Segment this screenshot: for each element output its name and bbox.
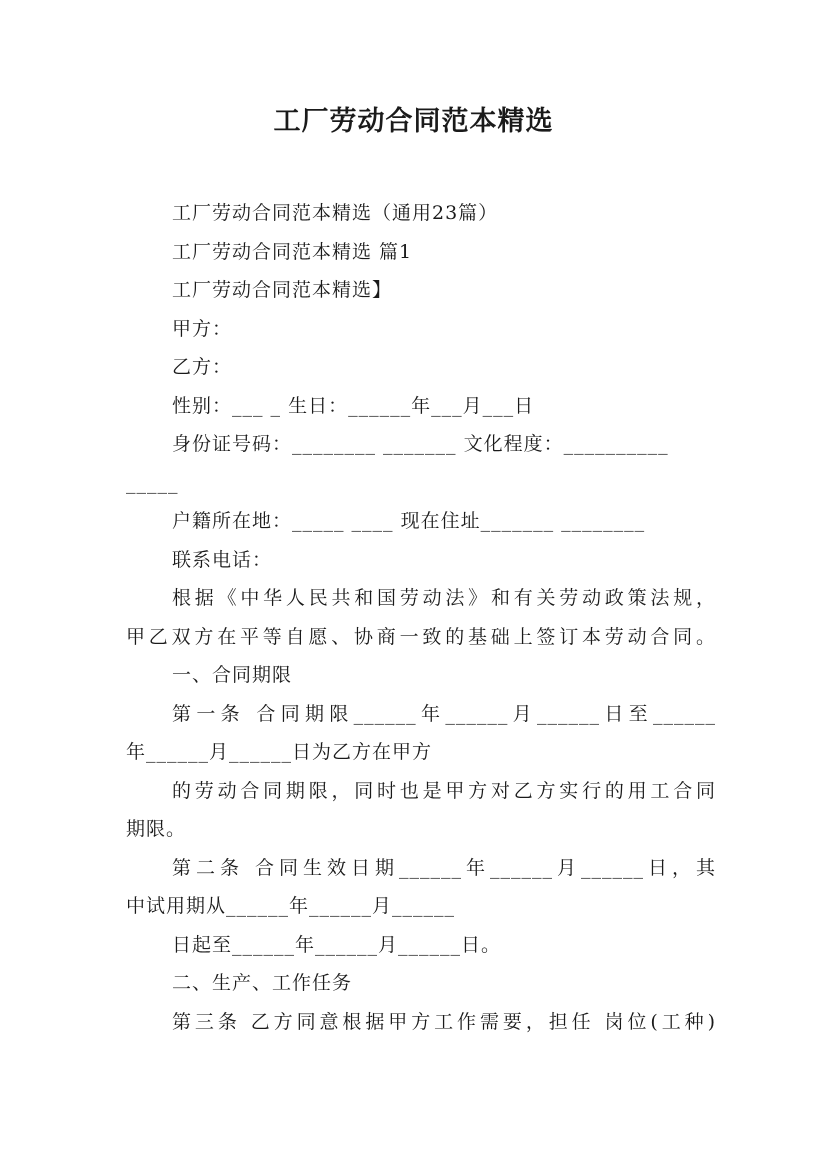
residence-address-field: 户籍所在地：_____ ____ 现在住址_______ ________ [172,510,646,532]
gender-birthday-field: 性别：___ _ 生日：______年___月___日 [172,394,535,417]
paragraph-line: 年______月______日为乙方在甲方 [126,741,433,763]
paragraph-line: 工厂劳动合同范本精选】 [172,279,393,301]
paragraph-line: 期限。 [126,818,187,840]
section-heading: 一、合同期限 [172,664,293,686]
paragraph-line: 中试用期从______年______月______ [126,895,456,917]
id-education-field: 身份证号码：________ _______ 文化程度：__________ [172,433,669,455]
paragraph-line: 工厂劳动合同范本精选 篇1 [172,240,413,263]
paragraph-line: 根据《中华人民共和国劳动法》和有关劳动政策法规， [172,587,716,609]
party-a-field: 甲方： [172,317,233,340]
phone-field: 联系电话： [172,548,273,571]
document-title: 工厂劳动合同范本精选 [273,106,554,137]
paragraph-line: 第一条 合同期限______年______月______日至______ [172,702,716,725]
paragraph-line: 工厂劳动合同范本精选（通用23篇） [172,202,499,224]
paragraph-line: 甲乙双方在平等自愿、协商一致的基础上签订本劳动合同。 [126,625,716,648]
id-education-field-continued: _____ [126,471,179,494]
paragraph-line: 第三条 乙方同意根据甲方工作需要，担任 岗位(工种) [172,1010,716,1033]
paragraph-line: 日起至______年______月______日。 [172,933,502,956]
party-b-field: 乙方： [172,356,233,378]
paragraph-line: 第二条 合同生效日期______年______月______日，其 [172,856,716,879]
document-body [126,194,716,1041]
paragraph-line: 的劳动合同期限，同时也是甲方对乙方实行的用工合同 [172,779,716,802]
section-heading: 二、生产、工作任务 [172,972,353,994]
